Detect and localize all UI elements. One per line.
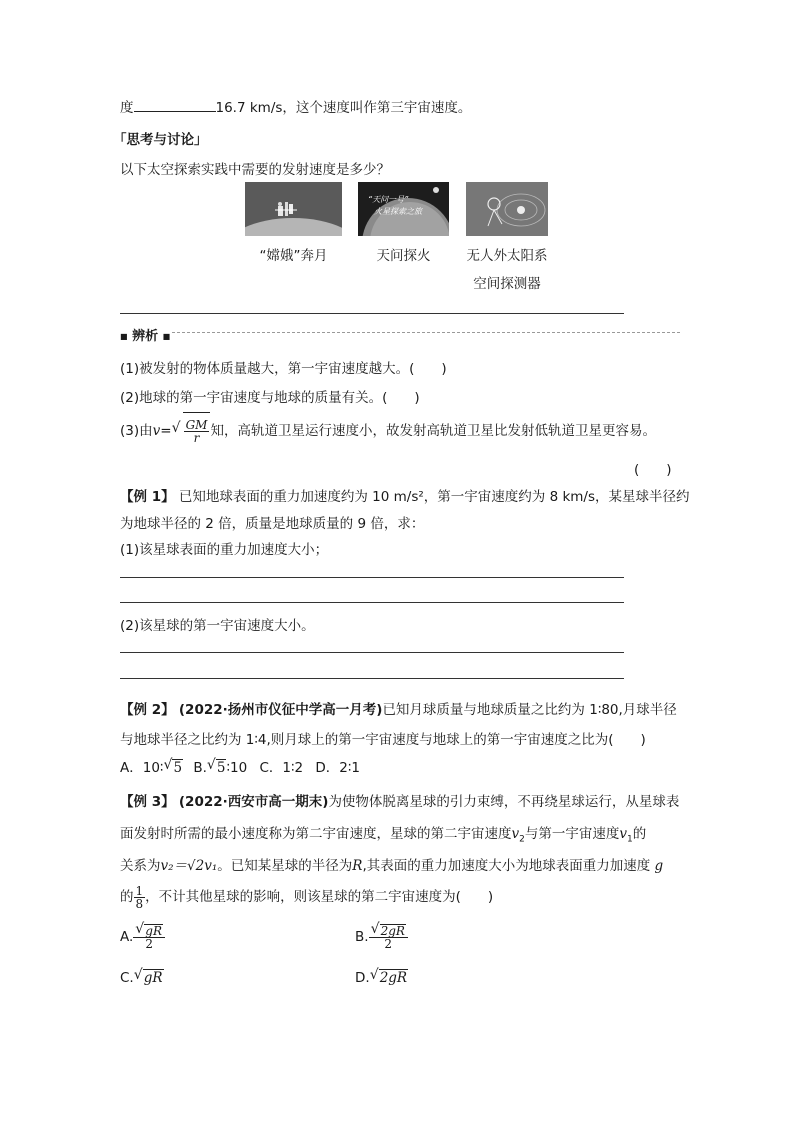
caption-change: “嫦娥”奔月 (259, 248, 328, 264)
analysis-item-1: (1)被发射的物体质量越大，第一宇宙速度越大。( ) (120, 361, 447, 377)
analysis-heading: 辨析 (132, 329, 159, 344)
example3-option-d[interactable]: D.√ 2gR (355, 969, 408, 986)
example1-text1: 已知地球表面的重力加速度约为 10 m/s²，第一宇宙速度约为 8 km/s，某星球半径约 (178, 489, 690, 505)
fraction-1-8: $\frac{1}{8}$ (135, 883, 144, 911)
think-heading: 「思考与讨论」 (113, 132, 208, 148)
bullet-icon: ■ (162, 332, 171, 341)
image-label-line1: “天问一号” (368, 195, 409, 204)
analysis-item-2: (2)地球的第一宇宙速度与地球的质量有关。( ) (120, 390, 420, 406)
sqrt-icon: √ 5 (207, 759, 227, 776)
example1-line1 (120, 485, 690, 505)
probe-image (466, 182, 548, 236)
option-b[interactable]: B.√ 5∶10 (193, 760, 247, 776)
answer-line[interactable] (120, 313, 624, 314)
example1-q1: (1)该星球表面的重力加速度大小； (120, 542, 329, 558)
frac-num: √ GM (185, 418, 208, 432)
option-a[interactable]: A．10∶√ 5 (120, 760, 183, 776)
example2-source: (2022·扬州市仪征中学高一月考) (178, 702, 383, 718)
intro-prefix: 度 (120, 100, 134, 116)
var-v1: v (619, 826, 628, 842)
item3-suffix: 知，高轨道卫星运行速度小，故发射高轨道卫星比发射低轨道卫星更容易。 (210, 423, 656, 439)
tianwen-mars-image (358, 182, 449, 236)
var-g: g (654, 858, 664, 874)
sqrt-icon: √ 2gR (370, 969, 408, 986)
example3-line2: 面发射时所需的最小速度称为第二宇宙速度，星球的第二宇宙速度$v_2$与第一宇宙速度$v_1$的 (120, 826, 647, 845)
intro-line (120, 96, 471, 116)
example2-line1 (120, 698, 677, 718)
intro-suffix: 16.7 km/s，这个速度叫作第三宇宙速度。 (215, 100, 472, 116)
frac-den: r (193, 431, 200, 445)
sqrt-icon: √ gR (134, 969, 164, 986)
answer-line[interactable] (120, 577, 624, 578)
caption-probe-line1: 无人外太阳系 (466, 248, 548, 264)
think-question: 以下太空探索实践中需要的发射速度是多少？ (120, 162, 390, 178)
sqrt-icon: √ 5 (163, 759, 183, 776)
item3-paren: ( ) (634, 462, 672, 478)
example3-source: (2022·西安市高一期末) (178, 794, 329, 810)
example3-line3: 关系为v₂＝√2v₁。已知某星球的半径为R,其表面的重力加速度大小为地球表面重力加速度 g (120, 858, 664, 874)
example3-line1 (120, 790, 679, 810)
var-v: v (152, 423, 161, 439)
equals: = (160, 423, 172, 439)
caption-probe-line2: 空间探测器 (473, 276, 541, 292)
divider (172, 332, 680, 333)
analysis-heading-row (120, 325, 170, 344)
var-R: R (352, 858, 363, 874)
sqrt-icon (172, 412, 211, 449)
example2-options (120, 756, 360, 776)
example3-tag: 【例 3】 (120, 794, 175, 810)
example3-option-a[interactable]: A. √ $\frac{gR}{2}$ (120, 924, 165, 950)
example2-tag: 【例 2】 (120, 702, 175, 718)
example2-line2: 与地球半径之比约为 1∶4,则月球上的第一宇宙速度与地球上的第一宇宙速度之比为( ) (120, 732, 646, 748)
fill-blank[interactable] (134, 99, 216, 112)
example3-option-b[interactable]: B. √ $\frac{2gR}{2}$ (355, 924, 408, 950)
sqrt-icon: √ 2gR (371, 924, 406, 937)
option-c[interactable]: C．1∶2 (259, 760, 304, 776)
example3-text1: 为使物体脱离星球的引力束缚，不再绕星球运行，从星球表 (328, 794, 680, 810)
example3-line4: 的 $\frac{1}{8}$ ，不计其他星球的影响，则该星球的第二宇宙速度为( ) (120, 883, 494, 911)
answer-line[interactable] (120, 678, 624, 679)
var-v2: v (511, 826, 520, 842)
example3-option-c[interactable]: C.√ gR (120, 969, 164, 986)
image-label-line2: 火星探索之旅 (374, 207, 422, 216)
analysis-item-3 (120, 412, 656, 449)
example1-q2: (2)该星球的第一宇宙速度大小。 (120, 618, 315, 634)
item3-prefix: (3)由 (120, 423, 153, 439)
caption-tianwen: 天问探火 (376, 248, 431, 264)
answer-line[interactable] (120, 602, 624, 603)
answer-line[interactable] (120, 652, 624, 653)
option-d[interactable]: D．2∶1 (315, 760, 360, 776)
bullet-icon: ■ (120, 332, 128, 341)
example1-tag: 【例 1】 (120, 489, 175, 505)
sqrt-icon: √ gR (135, 924, 163, 937)
change-moon-image (245, 182, 342, 236)
relation-formula: v₂＝√2v₁ (160, 858, 218, 874)
example2-text1: 已知月球质量与地球质量之比约为 1∶80,月球半径 (382, 702, 677, 718)
example1-line2: 为地球半径的 2 倍，质量是地球质量的 9 倍，求： (120, 516, 425, 532)
